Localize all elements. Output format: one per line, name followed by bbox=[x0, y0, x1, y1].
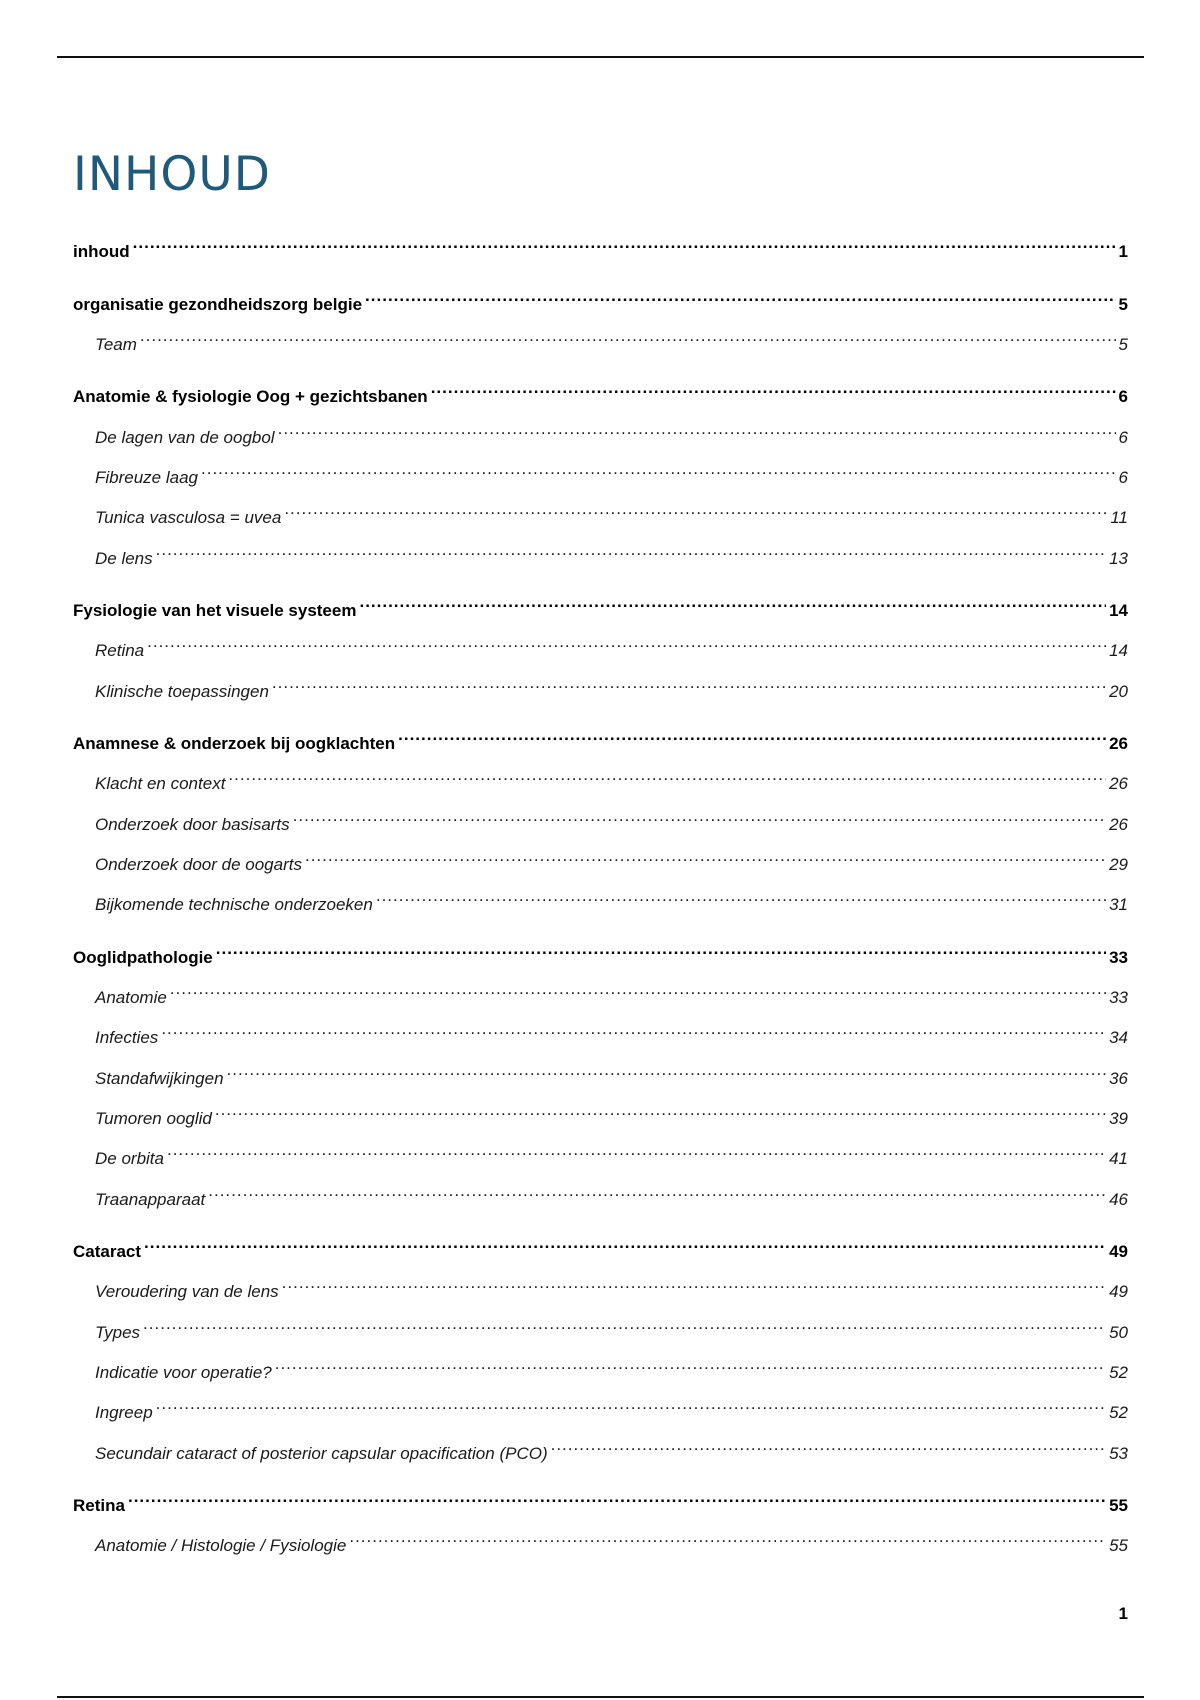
toc-entry-label: Retina bbox=[73, 1496, 125, 1516]
toc-dot-leader bbox=[228, 767, 1106, 789]
toc-entry-page: 26 bbox=[1109, 774, 1128, 794]
toc-entry[interactable] bbox=[73, 542, 1128, 570]
toc-entry[interactable] bbox=[73, 1316, 1128, 1344]
toc-entry-page: 34 bbox=[1109, 1028, 1128, 1048]
toc-entry[interactable] bbox=[73, 675, 1128, 703]
toc-entry[interactable] bbox=[73, 1235, 1128, 1263]
toc-entry-page: 14 bbox=[1109, 601, 1128, 620]
toc-entry[interactable] bbox=[73, 1021, 1128, 1049]
toc-entry-label: Anatomie bbox=[95, 988, 167, 1008]
toc-dot-leader bbox=[227, 1062, 1107, 1084]
toc-entry-label: Onderzoek door basisarts bbox=[95, 814, 290, 834]
toc-entry[interactable] bbox=[73, 1489, 1128, 1517]
page-title: INHOUD bbox=[73, 147, 271, 202]
toc-entry[interactable] bbox=[73, 727, 1128, 755]
toc-dot-leader bbox=[278, 421, 1116, 443]
toc-entry-page: 46 bbox=[1109, 1189, 1128, 1209]
page-number: 1 bbox=[1118, 1604, 1128, 1623]
toc-entry[interactable] bbox=[73, 501, 1128, 529]
toc-entry-page: 39 bbox=[1109, 1109, 1128, 1128]
toc-dot-leader bbox=[208, 1183, 1106, 1205]
toc-entry-label: Indicatie voor operatie? bbox=[95, 1363, 272, 1382]
toc-entry-page: 33 bbox=[1109, 988, 1128, 1008]
toc-entry[interactable] bbox=[73, 380, 1128, 408]
toc-entry-page: 6 bbox=[1118, 467, 1128, 487]
toc-entry-page: 31 bbox=[1109, 895, 1128, 915]
toc-entry-page: 55 bbox=[1109, 1536, 1128, 1556]
toc-dot-leader bbox=[365, 288, 1115, 310]
toc-entry-label: Bijkomende technische onderzoeken bbox=[95, 895, 373, 915]
toc-entry-label: Fibreuze laag bbox=[95, 467, 199, 487]
toc-entry-label: Infecties bbox=[95, 1028, 159, 1048]
toc-entry[interactable] bbox=[73, 1356, 1128, 1384]
toc-entry-label: Onderzoek door de oogarts bbox=[95, 855, 302, 874]
toc-entry-page: 55 bbox=[1109, 1496, 1128, 1516]
toc-entry-label: Retina bbox=[95, 641, 145, 661]
toc-dot-leader bbox=[140, 328, 1116, 350]
toc-entry[interactable] bbox=[73, 421, 1128, 449]
toc-dot-leader bbox=[431, 380, 1116, 402]
toc-dot-leader bbox=[376, 888, 1106, 910]
toc-entry[interactable] bbox=[73, 288, 1128, 316]
toc-entry-label: Klinische toepassingen bbox=[95, 681, 269, 701]
toc-entry-page: 26 bbox=[1109, 814, 1128, 834]
toc-entry-label: Standafwijkingen bbox=[95, 1068, 224, 1088]
toc-entry-label: De orbita bbox=[95, 1149, 164, 1169]
toc-entry-label: Secundair cataract of posterior capsular opacification (PCO) bbox=[95, 1443, 548, 1463]
toc-entry-page: 1 bbox=[1118, 242, 1128, 261]
toc-dot-leader bbox=[215, 1102, 1106, 1124]
toc-entry-page: 13 bbox=[1109, 548, 1128, 568]
toc-dot-leader bbox=[143, 1316, 1106, 1338]
toc-entry[interactable] bbox=[73, 848, 1128, 876]
toc-entry-label: Types bbox=[95, 1322, 141, 1342]
toc-entry-page: 6 bbox=[1118, 427, 1128, 447]
toc-entry[interactable] bbox=[73, 235, 1128, 263]
toc-entry-label: Veroudering van de lens bbox=[95, 1282, 279, 1302]
toc-dot-leader bbox=[272, 675, 1106, 697]
toc-entry[interactable] bbox=[73, 1062, 1128, 1090]
toc-entry-page: 26 bbox=[1109, 734, 1128, 754]
toc-entry-page: 52 bbox=[1109, 1363, 1128, 1382]
toc-entry-label: Ingreep bbox=[95, 1403, 153, 1423]
toc-entry-label: inhoud bbox=[73, 242, 130, 261]
toc-entry-label: Anatomie & fysiologie Oog + gezichtsbanen bbox=[73, 387, 428, 407]
toc-entry-label: Klacht en context bbox=[95, 774, 226, 794]
toc-entry-label: Fysiologie van het visuele systeem bbox=[73, 601, 357, 620]
toc-entry[interactable] bbox=[73, 981, 1128, 1009]
toc-entry[interactable] bbox=[73, 594, 1128, 622]
toc-dot-leader bbox=[275, 1356, 1106, 1378]
toc-dot-leader bbox=[284, 501, 1107, 523]
toc-entry[interactable] bbox=[73, 1396, 1128, 1424]
toc-dot-leader bbox=[551, 1437, 1106, 1459]
toc-dot-leader bbox=[282, 1275, 1106, 1297]
toc-entry-page: 49 bbox=[1109, 1242, 1128, 1262]
toc-entry[interactable] bbox=[73, 1142, 1128, 1170]
toc-entry-page: 5 bbox=[1118, 334, 1128, 354]
toc-entry[interactable] bbox=[73, 328, 1128, 356]
toc-entry[interactable] bbox=[73, 1275, 1128, 1303]
toc-entry[interactable] bbox=[73, 941, 1128, 969]
toc-dot-leader bbox=[167, 1142, 1106, 1164]
toc-dot-leader bbox=[156, 1396, 1106, 1418]
header-rule bbox=[57, 56, 1144, 58]
toc-entry[interactable] bbox=[73, 888, 1128, 916]
toc-entry[interactable] bbox=[73, 1437, 1128, 1465]
toc-entry-label: Cataract bbox=[73, 1242, 142, 1262]
toc-entry-label: Ooglidpathologie bbox=[73, 947, 213, 967]
toc-entry-page: 53 bbox=[1109, 1443, 1128, 1463]
toc-dot-leader bbox=[161, 1021, 1106, 1043]
toc-entry-page: 49 bbox=[1109, 1282, 1128, 1302]
toc-entry-label: De lagen van de oogbol bbox=[95, 427, 275, 447]
toc-entry-label: Anatomie / Histologie / Fysiologie bbox=[95, 1536, 347, 1556]
toc-entry-page: 36 bbox=[1109, 1068, 1128, 1088]
footer-rule bbox=[57, 1696, 1144, 1698]
toc-entry-page: 50 bbox=[1109, 1322, 1128, 1342]
toc-dot-leader bbox=[398, 727, 1106, 749]
toc-entry-page: 5 bbox=[1118, 294, 1128, 314]
toc-dot-leader bbox=[201, 461, 1116, 483]
toc-entry-label: De lens bbox=[95, 548, 153, 568]
toc-entry-page: 29 bbox=[1109, 855, 1128, 874]
toc-entry-page: 14 bbox=[1109, 641, 1128, 661]
toc-entry-label: Anamnese & onderzoek bij oogklachten bbox=[73, 734, 396, 754]
toc-dot-leader bbox=[147, 634, 1106, 656]
toc-entry-page: 52 bbox=[1109, 1403, 1128, 1423]
toc-dot-leader bbox=[133, 235, 1116, 257]
toc-entry-label: Team bbox=[95, 334, 137, 354]
toc-entry-label: Traanapparaat bbox=[95, 1189, 206, 1209]
toc-entry-page: 33 bbox=[1109, 947, 1128, 967]
toc-entry[interactable] bbox=[73, 767, 1128, 795]
toc-entry-label: organisatie gezondheidszorg belgie bbox=[73, 294, 363, 314]
toc-dot-leader bbox=[128, 1489, 1106, 1511]
toc-entry-page: 41 bbox=[1109, 1149, 1128, 1169]
toc-entry-label: Tumoren ooglid bbox=[95, 1109, 212, 1128]
toc-dot-leader bbox=[359, 594, 1106, 616]
toc-entry[interactable] bbox=[73, 1183, 1128, 1211]
toc-dot-leader bbox=[216, 941, 1106, 963]
toc-dot-leader bbox=[305, 848, 1106, 870]
toc-entry[interactable] bbox=[73, 1529, 1128, 1557]
toc-entry[interactable] bbox=[73, 1102, 1128, 1130]
toc-dot-leader bbox=[349, 1529, 1106, 1551]
toc-dot-leader bbox=[156, 542, 1106, 564]
toc-entry-label: Tunica vasculosa = uvea bbox=[95, 508, 282, 528]
toc-dot-leader bbox=[144, 1235, 1106, 1257]
toc-entry[interactable] bbox=[73, 634, 1128, 662]
toc-entry[interactable] bbox=[73, 808, 1128, 836]
toc-entry-page: 6 bbox=[1118, 387, 1128, 407]
toc-entry-page: 11 bbox=[1110, 508, 1128, 528]
toc-entry[interactable] bbox=[73, 461, 1128, 489]
toc-dot-leader bbox=[170, 981, 1106, 1003]
toc-dot-leader bbox=[293, 808, 1106, 830]
toc-entry-page: 20 bbox=[1109, 681, 1128, 701]
